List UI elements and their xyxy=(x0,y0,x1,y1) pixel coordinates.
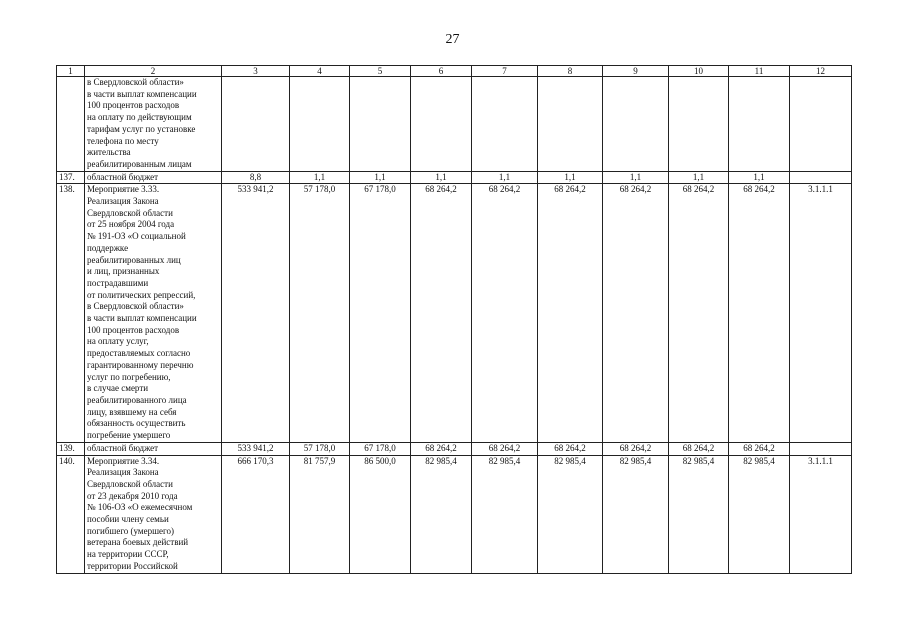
value-cell: 68 264,2 xyxy=(729,442,790,455)
header-cell: 11 xyxy=(729,66,790,77)
row-description: в Свердловской области» в части выплат компенсации 100 процентов расходов на оплату по действующим тарифам услуг по установке телефона по месту жительства реабилитированным лицам xyxy=(85,77,222,172)
header-cell: 4 xyxy=(290,66,350,77)
value-cell: 1,1 xyxy=(350,171,411,184)
value-cell: 1,1 xyxy=(411,171,472,184)
row-description: Мероприятие 3.33. Реализация Закона Свердловской области от 25 ноября 2004 года № 191-ОЗ «О социальной поддержке реабилитированных лиц и лиц, признанных пострадавшими от политических репрессий, в Свердловской области» в части выплат компенсации 100 процентов расходов на оплату услуг, предоставляемых согласно гарантированному перечню услуг по погребению, в случае смерти реабилитированного лица лицу, взявшему на себя обязанность осуществить погребение умершего xyxy=(85,184,222,442)
value-cell: 533 941,2 xyxy=(222,184,290,442)
row-description: областной бюджет xyxy=(85,442,222,455)
value-cell xyxy=(411,77,472,172)
value-cell xyxy=(729,77,790,172)
value-cell: 666 170,3 xyxy=(222,455,290,573)
value-cell: 67 178,0 xyxy=(350,184,411,442)
value-cell: 1,1 xyxy=(472,171,538,184)
value-cell: 68 264,2 xyxy=(472,442,538,455)
row-number xyxy=(57,77,85,172)
row-description: областной бюджет xyxy=(85,171,222,184)
value-cell xyxy=(290,77,350,172)
value-cell: 1,1 xyxy=(669,171,729,184)
value-cell: 68 264,2 xyxy=(411,442,472,455)
value-cell: 68 264,2 xyxy=(538,442,603,455)
value-cell xyxy=(603,77,669,172)
value-cell: 1,1 xyxy=(290,171,350,184)
header-cell: 6 xyxy=(411,66,472,77)
row-description: Мероприятие 3.34. Реализация Закона Свердловской области от 23 декабря 2010 года № 106-ОЗ «О ежемесячном пособии члену семьи погибшего (умершего) ветерана боевых действий на территории СССР, территории Российской xyxy=(85,455,222,573)
header-row xyxy=(57,66,852,77)
value-cell: 82 985,4 xyxy=(603,455,669,573)
value-cell xyxy=(472,77,538,172)
value-cell: 1,1 xyxy=(538,171,603,184)
value-cell: 8,8 xyxy=(222,171,290,184)
table-row xyxy=(57,455,852,573)
value-cell: 68 264,2 xyxy=(603,184,669,442)
header-cell: 12 xyxy=(790,66,852,77)
table-row xyxy=(57,442,852,455)
program-table xyxy=(56,65,852,574)
code-cell xyxy=(790,442,852,455)
value-cell: 68 264,2 xyxy=(669,184,729,442)
row-number: 140. xyxy=(57,455,85,573)
code-cell xyxy=(790,77,852,172)
table-row xyxy=(57,171,852,184)
value-cell: 82 985,4 xyxy=(472,455,538,573)
header-cell: 3 xyxy=(222,66,290,77)
value-cell: 68 264,2 xyxy=(472,184,538,442)
code-cell: 3.1.1.1 xyxy=(790,455,852,573)
value-cell xyxy=(538,77,603,172)
value-cell: 86 500,0 xyxy=(350,455,411,573)
value-cell: 67 178,0 xyxy=(350,442,411,455)
value-cell: 68 264,2 xyxy=(669,442,729,455)
row-number: 139. xyxy=(57,442,85,455)
table-row xyxy=(57,77,852,172)
value-cell: 1,1 xyxy=(729,171,790,184)
page-number: 27 xyxy=(445,32,460,47)
value-cell: 57 178,0 xyxy=(290,442,350,455)
value-cell: 68 264,2 xyxy=(538,184,603,442)
value-cell: 82 985,4 xyxy=(729,455,790,573)
value-cell: 82 985,4 xyxy=(538,455,603,573)
header-cell: 9 xyxy=(603,66,669,77)
header-cell: 10 xyxy=(669,66,729,77)
value-cell: 82 985,4 xyxy=(669,455,729,573)
code-cell: 3.1.1.1 xyxy=(790,184,852,442)
header-cell: 8 xyxy=(538,66,603,77)
value-cell: 68 264,2 xyxy=(729,184,790,442)
header-cell: 1 xyxy=(57,66,85,77)
value-cell xyxy=(350,77,411,172)
value-cell: 81 757,9 xyxy=(290,455,350,573)
row-number: 138. xyxy=(57,184,85,442)
value-cell: 68 264,2 xyxy=(603,442,669,455)
table-row xyxy=(57,184,852,442)
header-cell: 2 xyxy=(85,66,222,77)
row-number: 137. xyxy=(57,171,85,184)
value-cell: 1,1 xyxy=(603,171,669,184)
value-cell: 533 941,2 xyxy=(222,442,290,455)
header-cell: 5 xyxy=(350,66,411,77)
value-cell: 57 178,0 xyxy=(290,184,350,442)
value-cell xyxy=(669,77,729,172)
code-cell xyxy=(790,171,852,184)
value-cell xyxy=(222,77,290,172)
value-cell: 82 985,4 xyxy=(411,455,472,573)
header-cell: 7 xyxy=(472,66,538,77)
value-cell: 68 264,2 xyxy=(411,184,472,442)
